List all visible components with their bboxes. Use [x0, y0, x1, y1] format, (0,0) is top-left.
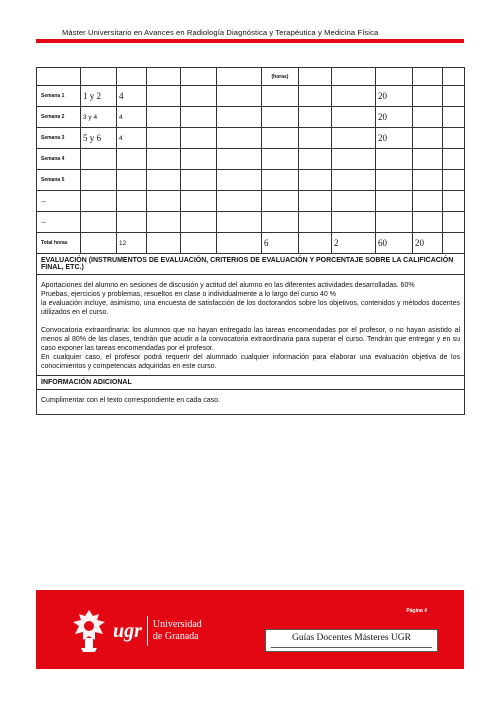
table-cell: 6 — [262, 233, 299, 254]
guide-label: Guías Docentes Másteres UGR — [292, 633, 411, 643]
table-cell: 20 — [376, 86, 413, 107]
table-row — [37, 149, 465, 170]
logo-ugr: ugr — [113, 619, 142, 642]
info-title: INFORMACIÓN ADICIONAL — [37, 376, 465, 390]
evaluation-body-row — [37, 275, 465, 376]
evaluation-paragraph: la evaluación incluye, asimismo, una encuesta de satisfacción de los doctorandos sobre los objetivos, contenidos y métodos docentes utilizados en el curso. — [41, 300, 460, 316]
crest-icon — [69, 608, 109, 654]
table-cell: 5 y 6 — [81, 128, 117, 149]
table-cell: 20 — [376, 128, 413, 149]
table-row-total — [37, 233, 465, 254]
table-cell: 3 y 4 — [81, 107, 117, 128]
row-label: Semana 1 — [37, 86, 81, 107]
header-title: Máster Universitario en Avances en Radiología Diagnóstica y Terapéutica y Medicina Física — [62, 28, 379, 37]
logo-line: de Granada — [152, 631, 199, 642]
row-label: … — [37, 212, 81, 233]
table-cell: 60 — [376, 233, 413, 254]
logo-university-name — [153, 619, 202, 643]
table-cell: 4 — [117, 86, 147, 107]
evaluation-paragraph: Pruebas, ejercicios y problemas, resueltos en clase o individualmente a lo largo del curso 40 % — [41, 291, 336, 298]
row-label: Semana 2 — [37, 107, 81, 128]
table-row — [37, 128, 465, 149]
row-label: Semana 3 — [37, 128, 81, 149]
schedule-table — [36, 67, 465, 415]
footer-banner — [36, 590, 464, 669]
evaluation-body — [37, 275, 465, 376]
info-title-row — [37, 376, 465, 390]
evaluation-paragraph: Convocatoria extraordinaria: los alumnos que no hayan entregado las tareas encomendadas por el profesor, o no hayan asistido al menos al 80% de las clases, tendrán que acudir a la convocatoria extraordinaria para superar el curso. Tendrán que entregar y en su caso exponer las tareas encomendadas por el profesor. — [41, 327, 460, 352]
info-body-row — [37, 390, 465, 415]
guide-label-box — [265, 629, 438, 652]
table-cell: 12 — [117, 233, 147, 254]
table-cell: 2 — [332, 233, 376, 254]
info-body: Cumplimentar con el texto correspondiente en cada caso. — [37, 390, 465, 415]
guide-underline — [271, 647, 432, 648]
table-row — [37, 170, 465, 191]
evaluation-paragraph: Aportaciones del alumno en sesiones de discusión y actitud del alumno en las diferentes actividades desarrolladas. 60% — [41, 282, 415, 289]
table-cell: 4 — [117, 128, 147, 149]
university-logo — [69, 608, 202, 654]
page-number: Página 4 — [406, 608, 427, 614]
row-label: Semana 4 — [37, 149, 81, 170]
table-row — [37, 191, 465, 212]
row-label: … — [37, 191, 81, 212]
logo-separator — [147, 616, 148, 646]
table-cell: 20 — [376, 107, 413, 128]
table-cell: 4 — [117, 107, 147, 128]
logo-line: Universidad — [152, 619, 202, 630]
table-row — [37, 86, 465, 107]
evaluation-title-row — [37, 254, 465, 275]
evaluation-title: EVALUACIÓN (INSTRUMENTOS DE EVALUACIÓN, CRITERIOS DE EVALUACIÓN Y PORCENTAJE SOBRE LA CALIFICACIÓN FINAL, ETC.) — [37, 254, 465, 275]
evaluation-paragraph: En cualquier caso, el profesor podrá requerir del alumnado cualquier información para elaborar una evaluación objetiva de los conocimientos y competencias adquiridas en este curso. — [41, 354, 460, 370]
table-cell: 1 y 2 — [81, 86, 117, 107]
row-label: Total horas — [37, 233, 81, 254]
row-label: Semana 5 — [37, 170, 81, 191]
header-red-rule — [36, 39, 464, 43]
hours-header: (horas) — [262, 68, 299, 86]
table-cell: 20 — [413, 233, 443, 254]
table-header-row — [37, 68, 465, 86]
table-row — [37, 212, 465, 233]
table-row — [37, 107, 465, 128]
